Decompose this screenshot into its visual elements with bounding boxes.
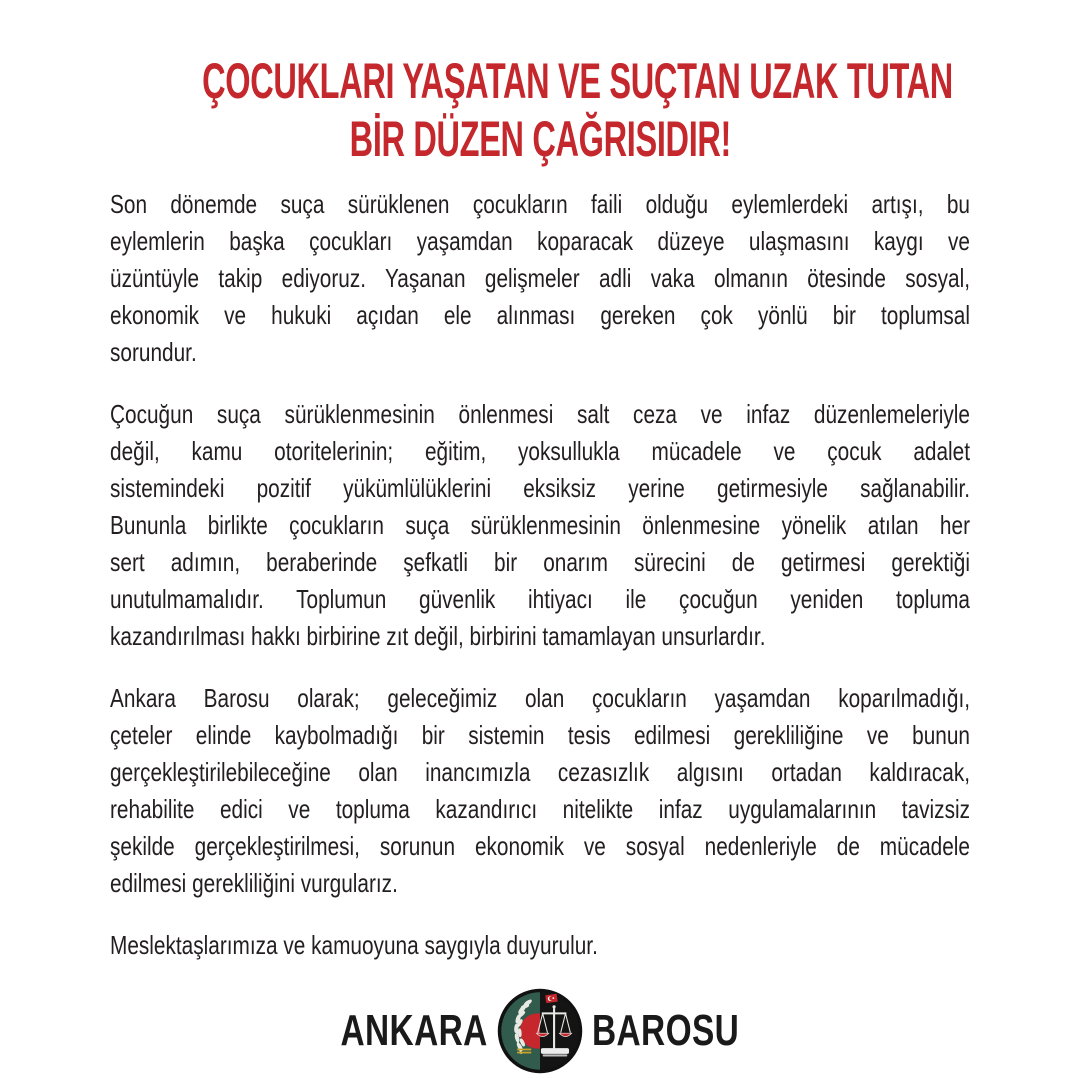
paragraph-line: sistemindeki pozitif yükümlülüklerini eksiksiz yerine getirmesiyle sağlanabilir.	[110, 473, 970, 503]
paragraph-line: Bununla birlikte çocukların suça sürüklenmesinin önlenmesine yönelik atılan her	[110, 510, 970, 540]
announcement-body	[110, 186, 970, 964]
paragraph-line: unutulmamalıdır. Toplumun güvenlik ihtiyacı ile çocuğun yeniden topluma	[110, 584, 970, 614]
closing-line: Meslektaşlarımıza ve kamuoyuna saygıyla duyurulur.	[110, 930, 598, 960]
title-line-1: ÇOCUKLARI YAŞATAN VE SUÇTAN UZAK TUTAN	[202, 53, 953, 109]
announcement-title	[0, 52, 1080, 168]
body-paragraph-2	[110, 396, 970, 655]
body-paragraph-3	[110, 680, 970, 902]
paragraph-line: değil, kamu otoritelerinin; eğitim, yoksullukla mücadele ve çocuk adalet	[110, 436, 970, 466]
body-paragraph-1	[110, 186, 970, 371]
paragraph-line: çeteler elinde kaybolmadığı bir sistemin tesis edilmesi gerekliliğine ve bunun	[110, 720, 970, 750]
paragraph-line: edilmesi gerekliliğini vurgularız.	[110, 868, 398, 898]
paragraph-line: sorundur.	[110, 337, 197, 367]
ankara-barosu-emblem-icon	[496, 987, 584, 1075]
paragraph-line: ekonomik ve hukuki açıdan ele alınması gereken çok yönlü bir toplumsal	[110, 300, 970, 330]
logo-text-ankara: ANKARA	[340, 1006, 488, 1055]
paragraph-line: sert adımın, beraberinde şefkatli bir onarım sürecini de getirmesi gerektiği	[110, 547, 970, 577]
paragraph-line: gerçekleştirilebileceğine olan inancımızla cezasızlık algısını ortadan kaldıracak,	[110, 757, 970, 787]
paragraph-line: eylemlerin başka çocukları yaşamdan koparacak düzeye ulaşmasını kaygı ve	[110, 226, 970, 256]
paragraph-line: Ankara Barosu olarak; geleceğimiz olan çocukların yaşamdan koparılmadığı,	[110, 683, 970, 713]
paragraph-line: şekilde gerçekleştirilmesi, sorunun ekonomik ve sosyal nedenleriyle de mücadele	[110, 831, 970, 861]
logo-text-barosu: BAROSU	[591, 1006, 740, 1055]
turkish-flag-icon	[545, 994, 557, 1003]
paragraph-line: Son dönemde suça sürüklenen çocukların faili olduğu eylemlerdeki artışı, bu	[110, 189, 970, 219]
paragraph-line: üzüntüyle takip ediyoruz. Yaşanan gelişmeler adli vaka olmanın ötesinde sosyal,	[110, 263, 970, 293]
paragraph-line: rehabilite edici ve topluma kazandırıcı nitelikte infaz uygulamalarının tavizsiz	[110, 794, 970, 824]
title-line-2: BİR DÜZEN ÇAĞRISIDIR!	[349, 111, 731, 167]
paragraph-line: Çocuğun suça sürüklenmesinin önlenmesi salt ceza ve infaz düzenlemeleriyle	[110, 399, 970, 429]
paragraph-line: kazandırılması hakkı birbirine zıt değil, birbirini tamamlayan unsurlardır.	[110, 621, 766, 651]
footer-logo	[0, 986, 1080, 1076]
book-base	[541, 1048, 569, 1056]
